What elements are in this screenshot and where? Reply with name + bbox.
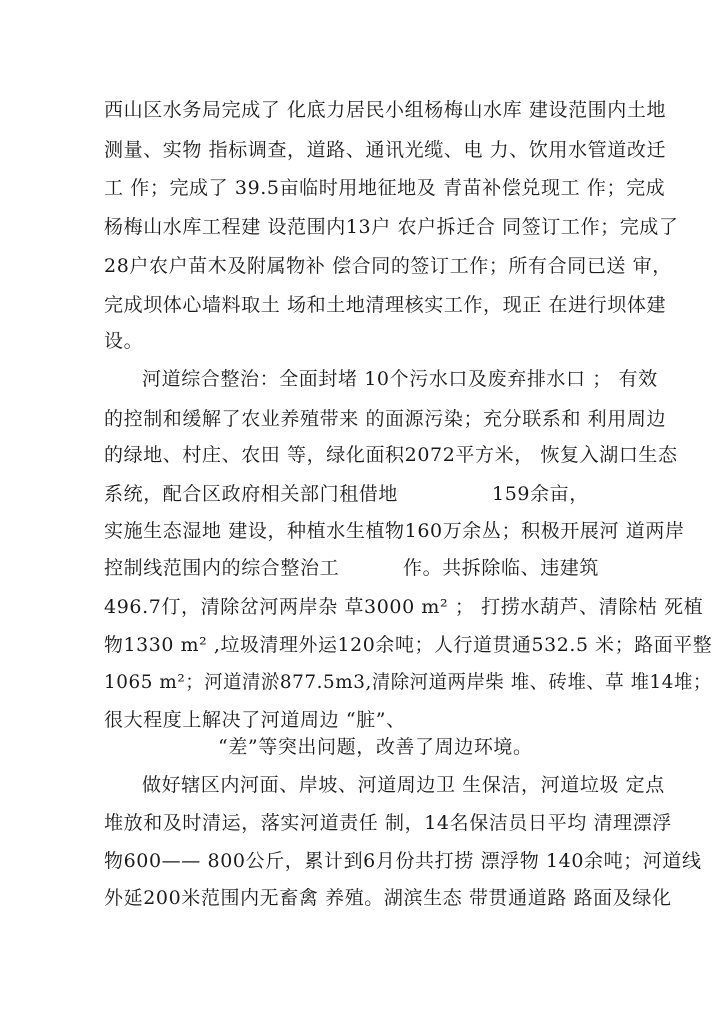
text-line: 杨梅山水库工程建 设范围内13户 农户拆迁合 同签订工作；完成了 [104, 216, 679, 238]
text-line: 外延200米范围内无畜禽 养殖。湖滨生态 带贯通道路 路面及绿化 [104, 887, 672, 909]
text-line: 系统，配合区政府相关部门租借地 [104, 483, 399, 505]
paragraph-start-line: 做好辖区内河面、岸坡、河道周边卫 生保洁，河道垃圾 定点 [142, 774, 665, 796]
text-line: 控制线范围内的综合整治工 [104, 557, 340, 579]
text-line: 完成坝体心墙料取土 场和土地清理核实工作，现正 在进行坝体建 [104, 294, 667, 316]
text-line: 的绿地、村庄、农田 等，绿化面积2072平方米， 恢复入湖口生态 [104, 444, 678, 466]
text-line-fragment: 作。共拆除临、违建筑 [403, 557, 600, 579]
text-line: 测量、实物 指标调查，道路、通讯光缆、电 力、饮用水管道改迁 [104, 139, 667, 161]
text-line: 很大程度上解决了河道周边 “脏”、 [104, 709, 406, 731]
text-line: 西山区水务局完成了 化底力居民小组杨梅山水库 建设范围内土地 [104, 99, 667, 121]
text-line: 的控制和缓解了农业养殖带来 的面源污染；充分联系和 利用周边 [104, 408, 667, 430]
text-line: 物600—— 800公斤，累计到6月份共打捞 漂浮物 140余吨；河道线 [104, 850, 702, 872]
text-line: 堆放和及时清运，落实河道责任 制，14名保洁员日平均 清理漂浮 [104, 812, 672, 834]
text-line: 实施生态湿地 建设，种植水生植物160万余丛；积极开展河 道两岸 [104, 520, 685, 542]
text-line: 物1330 m² ,垃圾清理外运120余吨；人行道贯通532.5 米；路面平整 [104, 634, 713, 656]
text-line: 1065 m²；河道清淤877.5m3,清除河道两岸柴 堆、砖堆、草 堆14堆； [104, 671, 712, 693]
text-line: 496.7仃，清除岔河两岸杂 草3000 m² ； 打捞水葫芦、清除枯 死植 [104, 596, 704, 618]
text-line-fragment: 159余亩， [492, 483, 589, 505]
text-line: “差”等突出问题，改善了周边环境。 [218, 736, 533, 758]
text-line: 工 作；完成了 39.5亩临时用地征地及 青苗补偿兑现工 作；完成 [104, 177, 666, 199]
text-line: 28户农户苗木及附属物补 偿合同的签订工作；所有合同已送 审， [104, 255, 672, 277]
text-line: 设。 [104, 330, 144, 352]
paragraph-start-line: 河道综合整治：全面封堵 10个污水口及废弃排水口 ； 有效 [142, 368, 658, 390]
